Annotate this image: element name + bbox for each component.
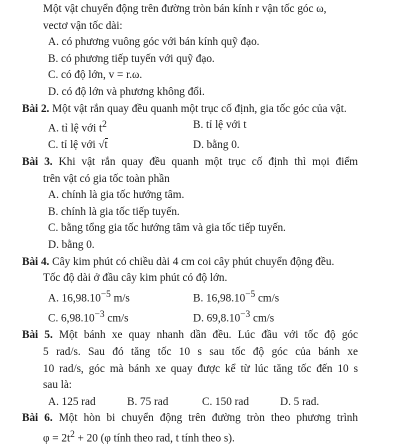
answer-option: B. tỉ lệ với t: [193, 119, 247, 132]
answer-option: C. tỉ lệ với √t: [48, 139, 108, 152]
question-label: Bài 4.: [22, 255, 50, 268]
question-text: trên vật có gia tốc toàn phần: [43, 172, 170, 185]
answer-row: [0, 307, 400, 327]
superscript: −3: [240, 310, 251, 321]
answer-option: A. tỉ lệ với $t^2$: [48, 120, 107, 135]
answer-option: A. chính là gia tốc hướng tâm.: [48, 189, 185, 202]
question-text: 10 rad/s, góc mà bánh xe quay được kể từ lúc tăng tốc đến 10 s: [43, 362, 358, 375]
question-text: Khi vật rắn quay đều quanh một trục cố định thì mọi điểm: [52, 156, 358, 169]
answer-row: [0, 117, 400, 137]
question-text: Một vật chuyển động trên đường tròn bán kính r vận tốc góc ω,: [43, 3, 327, 15]
question-text: Tốc độ dài ở đầu cây kim phút có độ lớn.: [43, 272, 228, 285]
answer-option: D. bằng 0.: [193, 139, 240, 152]
sqrt-radicand: t: [104, 139, 108, 152]
answer-option: C. bằng tổng gia tốc hướng tâm và gia tốc tiếp tuyến.: [48, 222, 286, 235]
answer-option: B. có phương tiếp tuyến với quỹ đạo.: [48, 52, 215, 65]
answer-option: A. 125 rad: [48, 395, 96, 408]
answer-row: [0, 137, 400, 154]
answer-option: B. $16,98.10^{-5}$ cm/s: [193, 289, 280, 305]
question-text: Một bánh xe quay nhanh dần đều. Lúc đầu với tốc độ góc: [52, 329, 358, 342]
answer-option: C. 150 rad: [202, 395, 249, 408]
superscript: −3: [94, 310, 105, 321]
question-label: Bài 2.: [22, 102, 50, 115]
superscript: 2: [102, 120, 107, 131]
question-text: Một hòn bi chuyển động trên đường tròn theo phương trình: [52, 412, 358, 425]
answer-option: A. $16,98.10^{-5}$ m/s: [48, 289, 130, 305]
answer-row: [0, 394, 400, 411]
answer-option: D. có độ lớn và phương không đổi.: [48, 85, 205, 98]
question-bai-2: [0, 101, 400, 118]
question-text: vectơ vận tốc dài:: [43, 19, 123, 32]
question-bai-5: [0, 327, 358, 344]
question-text: Một vật rắn quay đều quanh một trục cố định, gia tốc góc của vật.: [49, 102, 347, 115]
answer-option: A. có phương vuông góc với bán kính quỹ đạo.: [48, 36, 260, 49]
question-text: Cây kim phút có chiều dài 4 cm coi cây phút chuyển động đều.: [49, 255, 335, 268]
superscript: −5: [245, 289, 256, 300]
answer-option: B. 75 rad: [127, 395, 169, 408]
question-label: Bài 5.: [22, 329, 53, 342]
answer-option: C. có độ lớn, v = r.ω.: [48, 69, 143, 82]
equation: $\varphi = 2t^2 + 20$ (φ tính theo rad, t tính theo s).: [43, 430, 235, 445]
question-label: Bài 6.: [22, 412, 53, 425]
sqrt-symbol: √: [98, 139, 105, 152]
answer-option: B. chính là gia tốc tiếp tuyến.: [48, 205, 180, 218]
answer-row: [0, 287, 400, 307]
question-text: 5 rad/s. Sau đó tăng tốc 10 s sau tốc độ góc của bánh xe: [43, 346, 358, 359]
answer-option: D. $69,8.10^{-3}$ cm/s: [193, 310, 275, 325]
answer-option: D. bằng 0.: [48, 239, 95, 252]
question-bai-4: [0, 254, 400, 271]
answer-option: D. 5 rad.: [280, 395, 320, 408]
question-bai-6: [0, 410, 358, 427]
answer-option: C. $6,98.10^{-3}$ cm/s: [48, 310, 129, 325]
question-label: Bài 3.: [22, 156, 53, 169]
superscript: −5: [100, 289, 111, 300]
question-text: sau là:: [43, 379, 72, 392]
superscript: 2: [70, 430, 75, 441]
question-bai-3: [0, 154, 358, 171]
